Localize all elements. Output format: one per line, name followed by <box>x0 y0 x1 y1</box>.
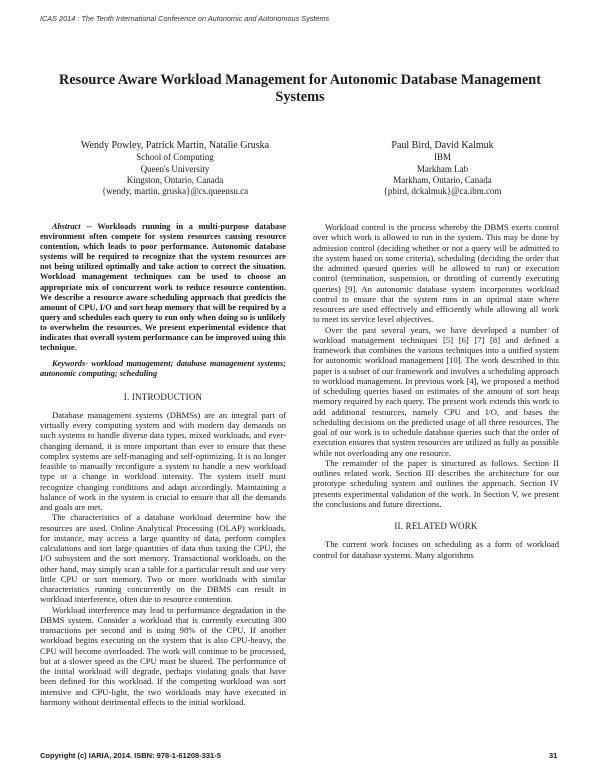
author-organization: Queen's University <box>140 163 210 174</box>
author-location: Markham, Ontario, Canada <box>393 174 492 185</box>
abstract <box>40 222 286 353</box>
right-column <box>313 222 559 560</box>
author-email: {wendy, martin, gruska}@cs.queensu.ca <box>101 186 249 197</box>
paragraph: Over the past several years, we have developed a number of workload management techniques [5] [6] [7] [8] and defined a framework that combines the various techniques into a unified system for autonomic workload management [10]. The work described in this paper is a subset of our framework and involves a scheduling approach to workload management. In previous work [4], we proposed a method of scheduling queries based on estimates of the amount of sort heap memory required by each query. The present work extends this work to add additional resources, namely CPU and I/O, and bases the scheduling decisions on the predicted usage of all three resources. The goal of our work is to schedule database queries such that the order of execution ensures that system resources are utilized as fully as possible while not overloading any one resource. <box>313 324 559 458</box>
author-block-right <box>300 140 585 197</box>
paragraph: Workload control is the process whereby the DBMS exerts control over which work is allowed to run in the system. This may be done by admission control (deciding whether or not a query will be admitted to the system based on some criteria), scheduling (deciding the order that the admitted queued queries will be allowed to run) or execution control (termination, suspension, or throttling of currently executing queries) [9]. An autonomic database system incorporates workload control to ensure that the system runs in an optimal state where resources are used effectively and efficiently while allowing all work to meet its service level objectives. <box>313 222 559 325</box>
paragraph: The current work focuses on scheduling as a form of workload control for database systems. Many algorithms <box>313 539 559 560</box>
paragraph: Database management systems (DBMSs) are an integral part of virtually every computing system and with modern day demands on such systems to handle diverse data types, mixed workloads, and ever-changing demand, it is more important than ever to ensure that these complex systems are self-managing and self-optimizing. It is no longer feasible to manually reconfigure a system to handle a new workload type or a change in workload intensity. The system itself must recognize changing conditions and adapt accordingly. Maintaining a balance of work in the system is crucial to ensure that all the demands and goals are met. <box>40 409 286 513</box>
author-department: IBM <box>433 152 451 163</box>
author-organization: Markham Lab <box>416 163 469 174</box>
paragraph: Workload interference may lead to performance degradation in the DBMS system. Consider a workload that is currently executing 300 transactions per second and is using 98% of the CPU. If another workload begins executing on the system that is also CPU-heavy, the CPU will become overloaded. The work will continue to be processed, but at a slower speed as the CPU must be shared. The performance of the initial workload will degrade, perhaps violating goals that have been defined for this workload. If the competing workload was sort intensive and CPU-light, the two workloads may have executed in harmony without detrimental effects to the initial workload. <box>40 604 286 707</box>
section-heading-related-work: II. RELATED WORK <box>394 521 478 531</box>
author-department: School of Computing <box>136 152 214 163</box>
paragraph: The characteristics of a database workload determine how the resources are used. Online Analytical Processing (OLAP) workloads, for instance, may access a large quantity of data, perform complex calculations and sort large quantities of data thus taxing the CPU, the I/O subsystem and the sort memory. Transactional workloads, on the other hand, may simply scan a table for a particular result and use very little CPU or sort memory. Two or more workloads with similar characteristics running concurrently on the DBMS can result in workload interference, often due to resource contention. <box>40 512 286 605</box>
page-number: 31 <box>549 751 558 760</box>
author-names: Wendy Powley, Patrick Martin, Natalie Gruska <box>80 140 270 151</box>
paper-title: Resource Aware Workload Management for Autonomic Database Management Systems <box>59 72 541 105</box>
author-location: Kingston, Ontario, Canada <box>126 174 224 185</box>
author-block-left <box>40 140 310 197</box>
author-email: {pbird, dckalmuk}@ca.ibm.com <box>383 186 502 197</box>
left-column <box>40 222 286 707</box>
abstract-text: -- Workloads running in a multi-purpose database environment often compete for system resources causing resource contention, which leads to poor performance. Autonomic database systems will be required to recognize that the system resources are not being utilized optimally and take action to correct the situation. Workload management techniques can be used to choose an appropriate mix of concurrent work to reduce resource contention. We describe a resource aware scheduling approach that predicts the amount of CPU, I/O and sort heap memory that will be required by a query and schedules each query to run only when doing so is unlikely to overwhelm the resources. We present experimental evidence that indicates that overall system performance can be improved using this technique. <box>40 222 286 353</box>
paragraph: The remainder of the paper is structured as follows. Section II outlines related work. Section III describes the architecture for our prototype scheduling system and outlines the approach. Section IV presents experimental validation of the work. In Section V, we present the conclusions and future directions. <box>313 457 559 509</box>
keywords: Keywords- workload management; database management systems; autonomic computing; scheduling <box>40 359 286 379</box>
footer-copyright: Copyright (c) IARIA, 2014. ISBN: 978-1-61208-331-5 <box>40 751 221 760</box>
section-heading-introduction: I. INTRODUCTION <box>123 391 203 402</box>
abstract-label: Abstract <box>52 222 81 231</box>
author-names: Paul Bird, David Kalmuk <box>391 140 494 151</box>
running-head: ICAS 2014 : The Tenth International Conference on Autonomic and Autonomous Systems <box>40 14 330 23</box>
